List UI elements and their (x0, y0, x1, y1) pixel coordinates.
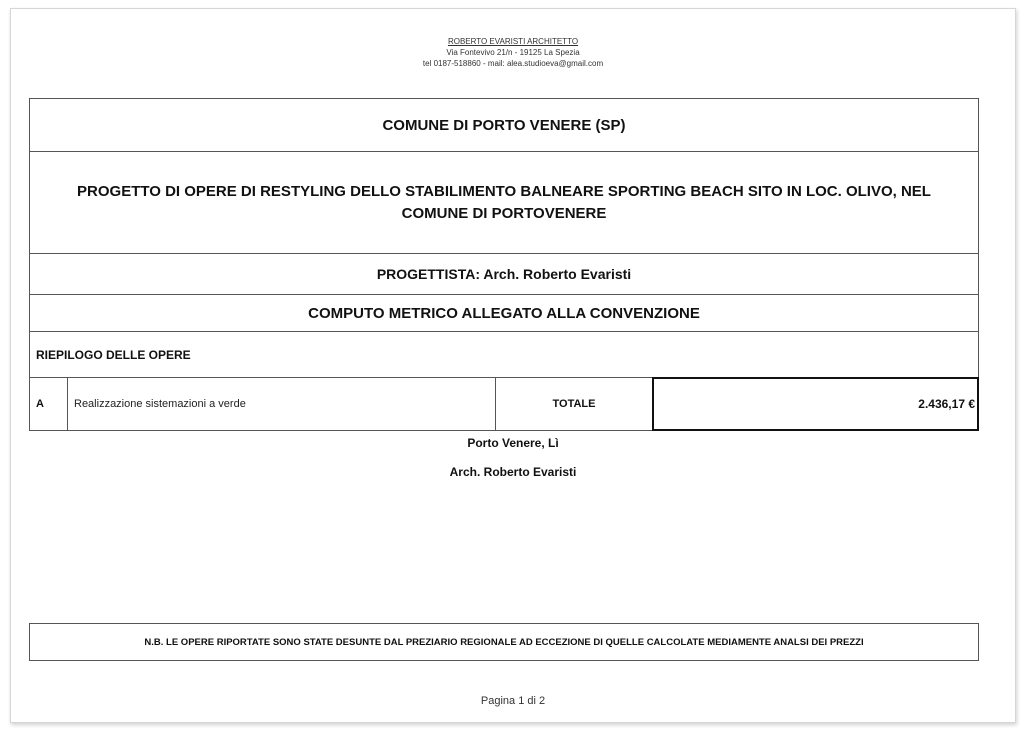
footnote: N.B. LE OPERE RIPORTATE SONO STATE DESUNTE DAL PREZIARIO REGIONALE AD ECCEZIONE DI QUELLE CALCOLATE MEDIAMENTE ANALSI DEI PREZZI (29, 623, 979, 661)
document-title: COMPUTO METRICO ALLEGATO ALLA CONVENZIONE (30, 295, 978, 332)
place-date: Porto Venere, Lì (467, 436, 559, 450)
row-amount: 2.436,17 € (652, 377, 979, 431)
letterhead-name: ROBERTO EVARISTI ARCHITETTO (447, 37, 579, 46)
document-page (10, 8, 1016, 723)
table-row (30, 378, 978, 431)
signer-name: Arch. Roberto Evaristi (449, 465, 577, 479)
row-total-label: TOTALE (552, 398, 596, 410)
letterhead-contact: tel 0187-518860 - mail: alea.studioeva@gmail.com (422, 59, 604, 68)
row-letter: A (30, 378, 68, 430)
letterhead-address: Via Fontevivo 21/n - 19125 La Spezia (446, 48, 580, 57)
header-table (29, 98, 979, 431)
designer-line: PROGETTISTA: Arch. Roberto Evaristi (30, 254, 978, 295)
row-description: Realizzazione sistemazioni a verde (68, 378, 496, 430)
page-number: Pagina 1 di 2 (480, 695, 546, 707)
project-title: PROGETTO DI OPERE DI RESTYLING DELLO STABILIMENTO BALNEARE SPORTING BEACH SITO IN LOC. OLIVO, NEL COMUNE DI PORTOVENERE (30, 152, 978, 254)
municipality-title: COMUNE DI PORTO VENERE (SP) (30, 99, 978, 152)
summary-heading: RIEPILOGO DELLE OPERE (30, 332, 978, 378)
letterhead (11, 36, 1015, 69)
